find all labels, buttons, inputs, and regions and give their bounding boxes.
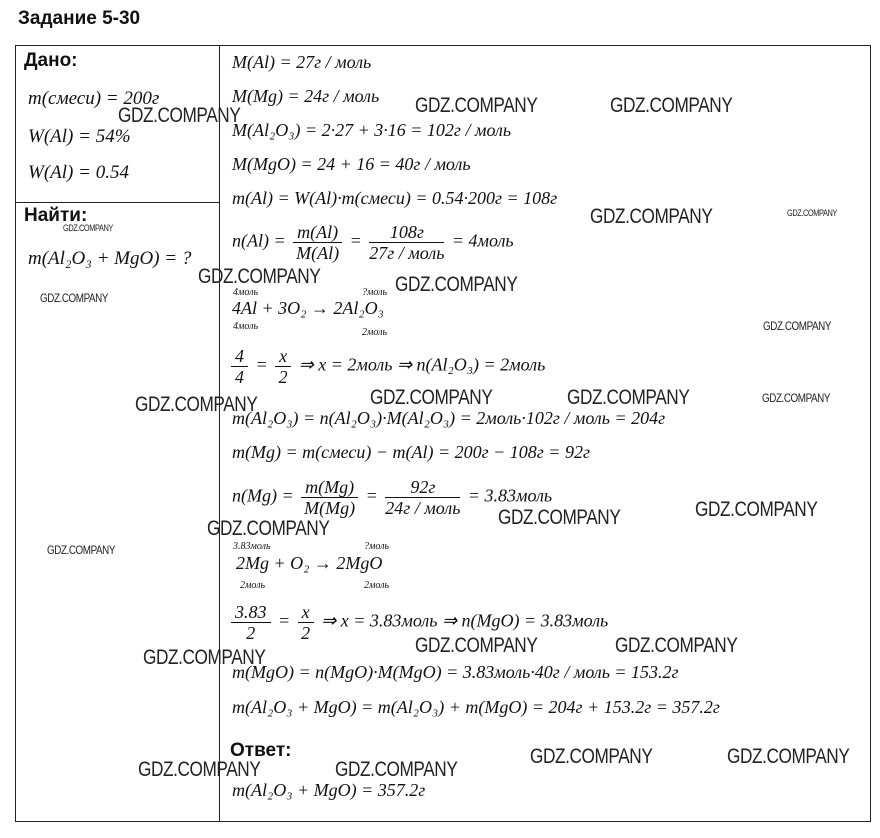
watermark: GDZ.COMPANY: [763, 319, 832, 333]
reaction1-annot-bottom-left: 4моль: [233, 321, 259, 332]
watermark: GDZ.COMPANY: [370, 386, 493, 409]
watermark: GDZ.COMPANY: [47, 543, 116, 557]
reaction2-annot-bottom-left: 2моль: [240, 580, 266, 591]
fraction-denominator: 4: [235, 367, 244, 387]
watermark: GDZ.COMPANY: [335, 758, 458, 781]
watermark: GDZ.COMPANY: [695, 498, 818, 521]
watermark: GDZ.COMPANY: [787, 208, 837, 218]
proportion-result: ⇒ x = 3.83моль ⇒ n(MgO) = 3.83моль: [321, 610, 609, 631]
reaction-1-equation: 4Al + 3O₂ → 2Al₂O₃: [232, 298, 384, 318]
solution-line-7: [228, 346, 545, 387]
fraction-denominator: 27г / моль: [369, 243, 445, 263]
reaction1-annot-top-left: 4моль: [233, 287, 259, 298]
fraction-numerator: 4: [231, 346, 248, 367]
fraction-numerator: 92г: [385, 477, 460, 498]
solution-line-1: M(Al) = 27г / моль: [232, 52, 372, 72]
fraction-numerator: 108г: [369, 222, 444, 243]
given-line-3: W(Al) = 0.54: [28, 162, 129, 183]
fraction-numerator: m(Al): [293, 222, 342, 243]
fraction-numerator: x: [298, 602, 314, 623]
fraction-numerator: 3.83: [231, 602, 271, 623]
watermark: GDZ.COMPANY: [727, 745, 850, 768]
solution-line-3: M(Al₂O₃) = 2·27 + 3·16 = 102г / моль: [232, 120, 512, 140]
task-title: Задание 5-30: [18, 8, 141, 29]
watermark: GDZ.COMPANY: [567, 386, 690, 409]
equals-sign: =: [278, 610, 291, 631]
watermark: GDZ.COMPANY: [138, 758, 261, 781]
fraction-108-over-27: [369, 222, 444, 263]
reaction2-annot-top-left: 3.83моль: [233, 541, 271, 552]
watermark: GDZ.COMPANY: [118, 104, 241, 127]
watermark: GDZ.COMPANY: [498, 506, 621, 529]
column-divider: [219, 45, 220, 822]
watermark: GDZ.COMPANY: [135, 393, 258, 416]
solution-line-12: m(MgO) = n(MgO)·M(MgO) = 3.83моль·40г / моль = 153.2г: [232, 662, 679, 682]
watermark: GDZ.COMPANY: [198, 265, 321, 288]
n-al-lhs: n(Al) =: [232, 230, 286, 251]
watermark: GDZ.COMPANY: [610, 94, 733, 117]
equals-sign: =: [255, 354, 268, 375]
answer-line: m(Al₂O₃ + MgO) = 357.2г: [232, 780, 426, 800]
fraction-m-over-M-mg: [301, 477, 358, 518]
solution-line-13: m(Al₂O₃ + MgO) = m(Al₂O₃) + m(MgO) = 204г + 153.2г = 357.2г: [232, 697, 720, 717]
fraction-denominator: 2: [278, 367, 288, 387]
fraction-x-over-2: [275, 346, 291, 387]
n-al-result: = 4моль: [451, 230, 514, 251]
fraction-4-over-4: [231, 346, 248, 387]
reaction1-annot-top-right: ?моль: [362, 287, 388, 298]
n-mg-result: = 3.83моль: [467, 485, 553, 506]
fraction-3.83-over-2: [231, 602, 271, 643]
equals-sign: =: [349, 230, 362, 251]
solution-line-8: m(Al₂O₃) = n(Al₂O₃)·M(Al₂O₃) = 2моль·102г / моль = 204г: [232, 408, 666, 428]
fraction-numerator: m(Mg): [301, 477, 358, 498]
solution-line-5: m(Al) = W(Al)·m(смеси) = 0.54·200г = 108г: [232, 188, 558, 208]
fraction-numerator: x: [275, 346, 291, 367]
watermark: GDZ.COMPANY: [590, 205, 713, 228]
solution-line-6: [232, 222, 514, 263]
watermark: GDZ.COMPANY: [615, 634, 738, 657]
fraction-denominator: M(Mg): [304, 498, 356, 518]
watermark: GDZ.COMPANY: [395, 273, 518, 296]
fraction-92-over-24: [385, 477, 460, 518]
reaction-2-equation: 2Mg + O₂ → 2MgO: [236, 553, 383, 573]
watermark: GDZ.COMPANY: [415, 634, 538, 657]
fraction-x-over-2: [298, 602, 314, 643]
solution-line-2: M(Mg) = 24г / моль: [232, 86, 380, 106]
equals-sign: =: [365, 485, 378, 506]
fraction-denominator: M(Al): [296, 243, 340, 263]
watermark: GDZ.COMPANY: [530, 745, 653, 768]
proportion-result: ⇒ x = 2моль ⇒ n(Al₂O₃) = 2моль: [298, 354, 546, 375]
find-line: m(Al₂O₃ + MgO) = ?: [28, 248, 192, 269]
watermark: GDZ.COMPANY: [415, 94, 538, 117]
watermark: GDZ.COMPANY: [207, 517, 330, 540]
watermark: GDZ.COMPANY: [63, 223, 113, 233]
fraction-m-over-M-al: [293, 222, 342, 263]
reaction1-annot-bottom-right: 2моль: [362, 327, 388, 338]
fraction-denominator: 24г / моль: [385, 498, 461, 518]
fraction-denominator: 2: [246, 623, 256, 643]
given-label: Дано:: [24, 50, 78, 71]
given-line-2: W(Al) = 54%: [28, 126, 131, 147]
reaction2-annot-bottom-right: 2моль: [364, 580, 390, 591]
solution-line-9: m(Mg) = m(смеси) − m(Al) = 200г − 108г = 92г: [232, 442, 590, 462]
answer-label: Ответ:: [230, 740, 292, 761]
solution-line-4: M(MgO) = 24 + 16 = 40г / моль: [232, 154, 471, 174]
fraction-denominator: 2: [301, 623, 311, 643]
given-line-1: m(смеси) = 200г: [28, 88, 160, 109]
given-find-divider: [15, 202, 220, 203]
find-label: Найти:: [24, 205, 88, 226]
reaction2-annot-top-right: ?моль: [364, 541, 390, 552]
watermark: GDZ.COMPANY: [762, 391, 831, 405]
watermark: GDZ.COMPANY: [143, 646, 266, 669]
n-mg-lhs: n(Mg) =: [232, 485, 294, 506]
watermark: GDZ.COMPANY: [40, 291, 109, 305]
